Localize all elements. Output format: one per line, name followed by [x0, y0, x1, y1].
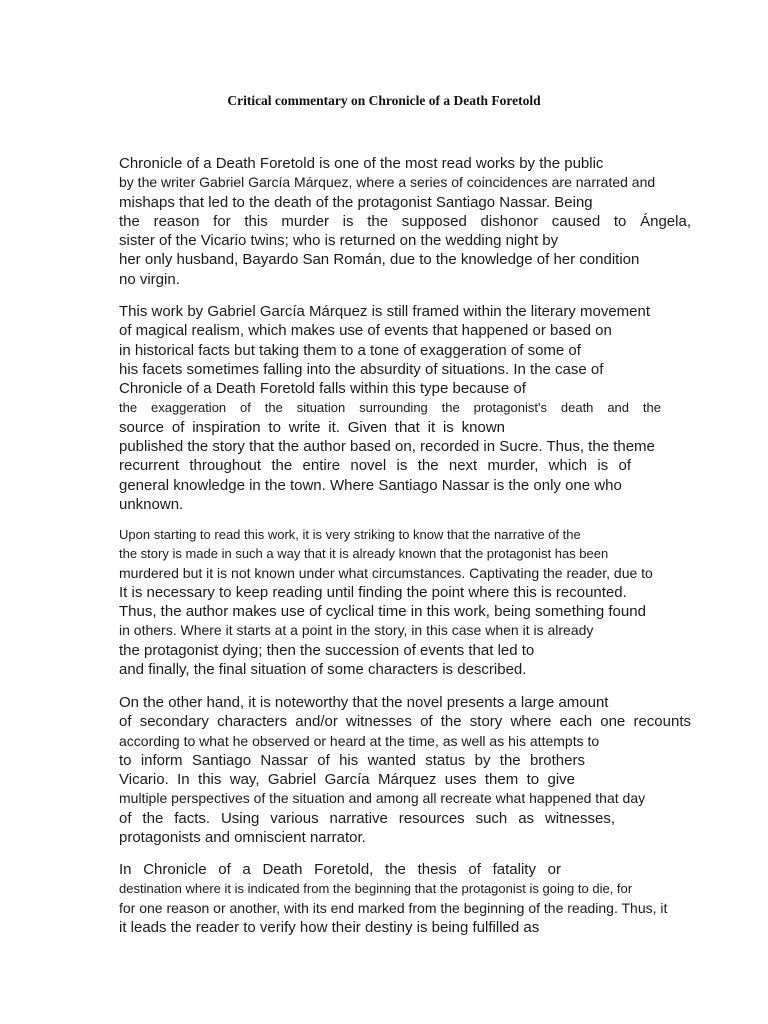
text-line: On the other hand, it is noteworthy that the novel presents a large amount — [119, 694, 609, 711]
text-line: in others. Where it starts at a point in the story, in this case when it is already — [119, 622, 594, 639]
text-line: multiple perspectives of the situation and among all recreate what happened that day — [119, 790, 646, 807]
text-line: It is necessary to keep reading until finding the point where this is recounted. — [119, 583, 627, 601]
paragraph-2 — [119, 302, 661, 514]
text-line: Chronicle of a Death Foretold falls within this type because of — [119, 380, 526, 398]
text-line: according to what he observed or heard at the time, as well as his attempts to — [119, 732, 600, 749]
text-line: of magical realism, which makes use of events that happened or based on — [119, 322, 612, 340]
text-line: unknown. — [119, 495, 184, 513]
paragraph-4 — [119, 693, 691, 847]
text-line: general knowledge in the town. Where Santiago Nassar is the only one who — [119, 476, 622, 494]
text-line: in historical facts but taking them to a tone of exaggeration of some of — [119, 341, 581, 359]
text-line: recurrent throughout the entire novel is the next murder, which is of — [119, 457, 631, 475]
text-line: of secondary characters and/or witnesses of the story where each one recounts — [119, 713, 691, 731]
text-line: protagonists and omniscient narrator. — [119, 829, 366, 847]
text-line: by the writer Gabriel García Márquez, where a series of coincidences are narrated and — [119, 174, 656, 191]
text-line: to inform Santiago Nassar of his wanted status by the brothers — [119, 751, 585, 769]
paragraph-1 — [119, 154, 691, 289]
text-line: mishaps that led to the death of the protagonist Santiago Nassar. Being — [119, 193, 593, 211]
text-line: Vicario. In this way, Gabriel García Márquez uses them to give — [119, 771, 575, 789]
text-line: the reason for this murder is the supposed dishonor caused to Ángela, — [119, 212, 691, 230]
text-line: the protagonist dying; then the succession of events that led to — [119, 641, 535, 659]
text-line: Chronicle of a Death Foretold is one of the most read works by the public — [119, 155, 604, 172]
paragraph-3 — [119, 525, 679, 679]
text-line: the exaggeration of the situation surrounding the protagonist's death and the — [119, 400, 661, 416]
text-line: no virgin. — [119, 270, 180, 288]
text-line: destination where it is indicated from the beginning that the protagonist is going to die, for — [119, 881, 633, 897]
text-line: published the story that the author based on, recorded in Sucre. Thus, the theme — [119, 438, 655, 456]
text-line: sister of the Vicario twins; who is returned on the wedding night by — [119, 232, 559, 250]
text-line: source of inspiration to write it. Given that it is known — [119, 418, 505, 436]
text-line: for one reason or another, with its end marked from the beginning of the reading. Thus, it — [119, 899, 668, 916]
text-line: his facets sometimes falling into the absurdity of situations. In the case of — [119, 360, 604, 378]
text-line: the story is made in such a way that it is already known that the protagonist has been — [119, 546, 609, 562]
text-line: In Chronicle of a Death Foretold, the thesis of fatality or — [119, 861, 561, 878]
text-line: murdered but it is not known under what circumstances. Captivating the reader, due to — [119, 564, 653, 581]
text-line: it leads the reader to verify how their destiny is being fulfilled as — [119, 918, 540, 936]
text-line: and finally, the final situation of some characters is described. — [119, 661, 527, 679]
text-line: This work by Gabriel García Márquez is still framed within the literary movement — [119, 303, 651, 320]
text-line: Thus, the author makes use of cyclical time in this work, being something found — [119, 603, 646, 621]
text-line: her only husband, Bayardo San Román, due to the knowledge of her condition — [119, 251, 640, 269]
paragraph-5 — [119, 860, 691, 937]
document-title: Critical commentary on Chronicle of a Death Foretold — [227, 93, 541, 108]
text-line: of the facts. Using various narrative resources such as witnesses, — [119, 809, 615, 827]
text-line: Upon starting to read this work, it is very striking to know that the narrative of the — [119, 527, 581, 542]
